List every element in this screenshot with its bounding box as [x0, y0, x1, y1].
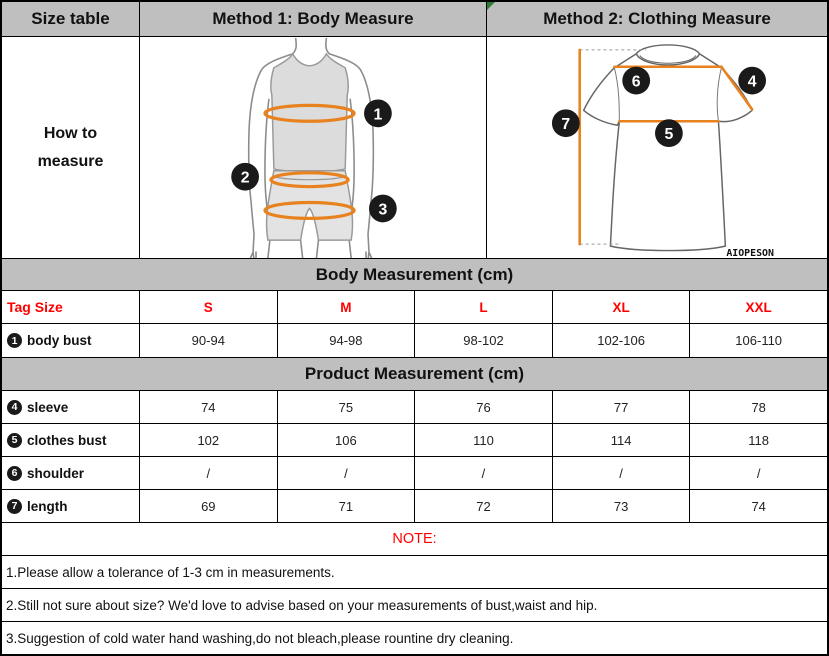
body-bust-s	[139, 324, 277, 357]
value-cell: /	[619, 465, 623, 481]
note-title: NOTE:	[392, 531, 437, 547]
clothes-bust-label: clothes bust	[27, 432, 107, 448]
sleeve-xl	[552, 391, 690, 423]
header-method1	[139, 2, 486, 36]
circled-5-icon: 5	[7, 433, 22, 448]
size-col-s	[139, 291, 277, 323]
body-measure-illustration	[139, 37, 486, 258]
value-cell: 98-102	[463, 333, 504, 348]
value-cell: 76	[476, 399, 491, 415]
shoulder-l	[414, 457, 552, 489]
value-cell: 118	[748, 432, 770, 448]
sleeve-l	[414, 391, 552, 423]
value-cell: 75	[338, 399, 354, 415]
body-bust-label-cell	[2, 324, 139, 357]
value-cell: 102-106	[597, 333, 645, 348]
product-measurement-band-cell	[2, 358, 827, 390]
header-size-table	[2, 2, 139, 36]
note-2-cell	[2, 589, 827, 621]
note-title-row	[2, 522, 827, 555]
sleeve-m	[277, 391, 415, 423]
sleeve-s	[139, 391, 277, 423]
value-cell: /	[481, 465, 486, 481]
value-cell: 114	[610, 432, 632, 448]
sleeve-xxl	[689, 391, 827, 423]
length-m	[277, 490, 415, 522]
value-cell: 74	[201, 399, 216, 415]
badge-6-number: 6	[631, 73, 641, 91]
value-cell: /	[756, 465, 761, 481]
tag-size-label: Tag Size	[7, 299, 63, 315]
body-bust-m	[277, 324, 415, 357]
length-label: length	[27, 498, 68, 514]
length-s	[139, 490, 277, 522]
clothing-measure-illustration	[486, 37, 827, 258]
circled-1-icon: 1	[7, 333, 22, 348]
header-method2	[486, 2, 827, 36]
note-row-1	[2, 555, 827, 588]
circled-7-icon: 7	[7, 499, 22, 514]
table-row-shoulder	[2, 456, 827, 489]
value-cell: 74	[751, 498, 766, 514]
shoulder-label-cell	[2, 457, 139, 489]
value-cell: 110	[473, 432, 494, 448]
value-cell: 102	[197, 432, 220, 448]
clothes-bust-s	[139, 424, 277, 456]
value-cell: 90-94	[191, 333, 225, 348]
size-s-label: S	[203, 299, 213, 315]
size-col-xxl	[689, 291, 827, 323]
shoulder-s	[139, 457, 277, 489]
clothes-bust-xl	[552, 424, 690, 456]
cell-comment-marker-icon	[487, 2, 495, 10]
body-measurement-band	[2, 258, 827, 290]
value-cell: 106-110	[735, 333, 783, 348]
size-l-label: L	[479, 299, 488, 315]
value-cell: /	[344, 465, 348, 481]
clothes-bust-l	[414, 424, 552, 456]
value-cell: 72	[476, 498, 491, 514]
illustration-row	[2, 36, 827, 258]
shoulder-xxl	[689, 457, 827, 489]
how-to-measure-cell	[2, 37, 139, 258]
value-cell: 78	[751, 399, 766, 415]
body-figure-illustration	[141, 38, 486, 258]
value-cell: 71	[338, 498, 354, 514]
value-cell: /	[206, 465, 211, 481]
body-bust-xxl	[689, 324, 827, 357]
badge-3-number: 3	[377, 200, 387, 218]
note-3-cell	[2, 622, 827, 654]
badge-4-number: 4	[747, 73, 757, 91]
size-xl-label: XL	[612, 299, 630, 315]
body-bust-xl	[552, 324, 690, 357]
size-col-l	[414, 291, 552, 323]
brand-text: AIOPESON	[726, 247, 774, 258]
clothes-bust-xxl	[689, 424, 827, 456]
note-3-text: 3.Suggestion of cold water hand washing,do not bleach,please rountine dry cleaning.	[6, 630, 514, 646]
shoulder-m	[277, 457, 415, 489]
sleeve-label: sleeve	[27, 399, 69, 415]
clothes-bust-m	[277, 424, 415, 456]
header-size-table-label: Size table	[31, 9, 110, 28]
value-cell: 94-98	[329, 333, 363, 348]
shoulder-label: shoulder	[27, 465, 85, 481]
length-xxl	[689, 490, 827, 522]
table-row-length	[2, 489, 827, 522]
circled-6-icon: 6	[7, 466, 22, 481]
note-title-cell	[2, 523, 827, 555]
clothes-bust-label-cell	[2, 424, 139, 456]
shoulder-xl	[552, 457, 690, 489]
badge-5-number: 5	[664, 125, 674, 143]
note-2-text: 2.Still not sure about size? We'd love to advise based on your measurements of bust,waist and hip.	[6, 597, 598, 613]
body-bust-l	[414, 324, 552, 357]
circled-4-icon: 4	[7, 400, 22, 415]
badge-7-number: 7	[561, 115, 571, 133]
table-row-sleeve	[2, 390, 827, 423]
tag-size-label-cell	[2, 291, 139, 323]
badge-1-number: 1	[373, 105, 382, 123]
value-cell: 73	[613, 498, 629, 514]
size-col-xl	[552, 291, 690, 323]
product-measurement-title: Product Measurement (cm)	[304, 364, 525, 383]
value-cell: 77	[613, 399, 629, 415]
body-bust-label: body bust	[27, 333, 92, 348]
body-measurement-band-cell	[2, 259, 827, 290]
length-xl	[552, 490, 690, 522]
note-row-2	[2, 588, 827, 621]
header-method2-label: Method 2: Clothing Measure	[543, 9, 771, 28]
badge-2-number: 2	[240, 169, 250, 187]
value-cell: 69	[201, 498, 216, 514]
how-to-measure-label: How to measure	[37, 124, 104, 170]
sleeve-label-cell	[2, 391, 139, 423]
product-measurement-band	[2, 357, 827, 390]
table-row-body-bust	[2, 323, 827, 357]
tag-size-row	[2, 290, 827, 323]
header-method1-label: Method 1: Body Measure	[212, 9, 414, 28]
note-row-3	[2, 621, 827, 654]
tshirt-illustration	[487, 38, 827, 258]
table-row-clothes-bust	[2, 423, 827, 456]
size-col-m	[277, 291, 415, 323]
length-label-cell	[2, 490, 139, 522]
header-row	[2, 2, 827, 36]
tshirt-outline	[584, 53, 752, 250]
size-xxl-label: XXL	[745, 299, 772, 315]
note-1-cell	[2, 556, 827, 588]
length-l	[414, 490, 552, 522]
note-1-text: 1.Please allow a tolerance of 1-3 cm in measurements.	[6, 564, 335, 580]
tank-top-shape	[270, 53, 347, 171]
size-m-label: M	[340, 299, 352, 315]
body-measurement-title: Body Measurement (cm)	[315, 264, 514, 284]
value-cell: 106	[335, 432, 357, 448]
